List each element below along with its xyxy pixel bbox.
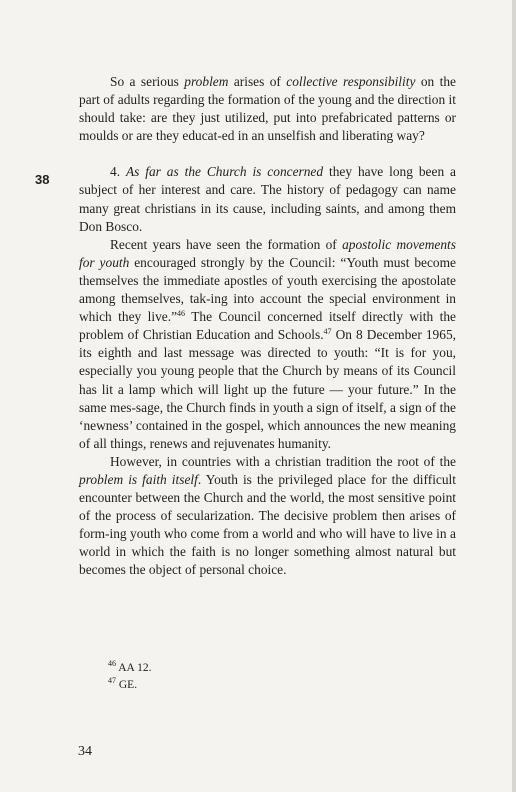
text-run: they have long been a subject of her interest and care. The history of pedagogy can name many great christians in its cause, including saints, and among them Don Bosco. <box>79 164 456 234</box>
text-run: 4. <box>110 164 126 180</box>
text-run: . Youth is the privileged place for the difficult encounter between the Church and the world, the most sensitive point of the process of secularization. The decisive problem then arises of form-ing youth who come from a world and who will have to live in a world in which the faith is no longer something almost natural but becomes the object of personal choice. <box>79 471 456 578</box>
text-run: arises of <box>228 74 287 89</box>
text-run: Recent years have seen the formation of <box>110 236 343 252</box>
text-run: The Council concerned itself directly with the problem of Christian Education and Schools. <box>79 309 456 343</box>
italic-run: collective responsibility <box>286 74 416 89</box>
page-number: 34 <box>78 744 92 759</box>
text-run: So a serious <box>110 74 185 89</box>
footnote-47 <box>108 677 151 694</box>
footnote-ref: 46 <box>177 309 186 319</box>
footnote-46 <box>108 660 151 677</box>
paragraph-church <box>79 163 456 235</box>
footnote-number: 47 <box>108 676 116 685</box>
body-text <box>79 73 456 580</box>
text-run: On 8 December 1965, its eighth and last message was directed to youth: “It is for you, especially you young people that the Church by means of its Council has lit a lamp which will light up the future — your future.” In the same mes-sage, the Church finds in youth a sign of itself, a sign of the ‘newness’ contained in the gospel, which announces the new meaning of all things, renews and rejuvenates humanity. <box>79 327 456 451</box>
footnote-number: 46 <box>108 659 116 668</box>
italic-run: problem is faith itself <box>79 471 198 487</box>
footnote-text: AA 12. <box>116 662 152 674</box>
footnotes <box>108 660 151 694</box>
paragraph-faith-itself <box>79 453 456 580</box>
page-edge-shadow <box>512 0 516 792</box>
italic-run: As far as the Church is concerned <box>125 164 324 180</box>
text-run: encouraged strongly by the Council: “Youth must become themselves the immediate apostles of youth exercising the apostolate among themselves, tak-ing into account the special environment in which they live.” <box>79 254 456 325</box>
paragraph-collective-responsibility <box>79 73 456 145</box>
paragraph-apostolic-movements <box>79 236 456 453</box>
italic-run: apostolic movements for youth <box>79 236 456 270</box>
footnote-text: GE. <box>116 679 138 691</box>
footnote-ref: 47 <box>323 327 332 337</box>
text-run: on the part of adults regarding the formation of the young and the direction it should take: are they just utilized, put into prefabricated patterns or moulds or are they educat-ed in an unselfish and liberating way? <box>79 74 456 144</box>
italic-run: problem <box>184 74 229 89</box>
margin-section-number: 38 <box>35 172 50 187</box>
text-run: However, in countries with a christian tradition the root of the <box>110 453 456 469</box>
